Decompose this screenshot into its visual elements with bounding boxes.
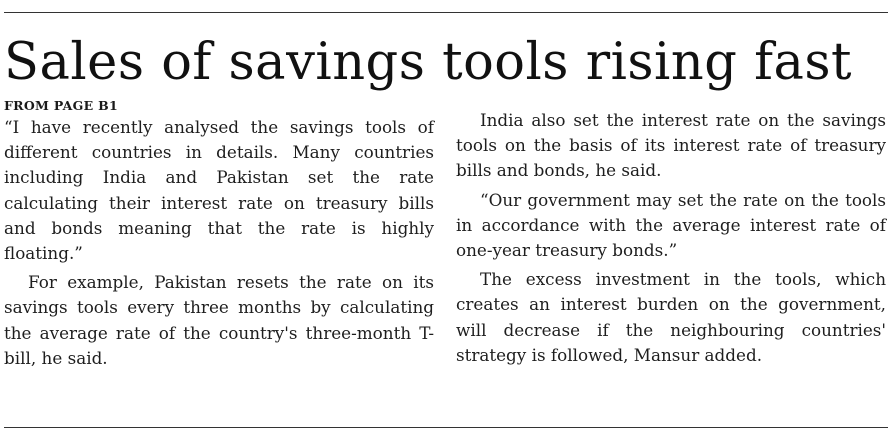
- article-paragraph: India also set the interest rate on the savings tools on the basis of its interest rate of treasury bills and bonds, he said.: [456, 110, 886, 181]
- article-headline: Sales of savings tools rising fast: [4, 33, 853, 92]
- bottom-rule: [4, 427, 888, 428]
- article-paragraph: “I have recently analysed the savings tools of different countries in details. Many countries including India and Pakistan set the rate calculating their interest rate on treasury bills and bonds meaning that the rate is highly floating.”: [4, 117, 434, 264]
- article-paragraph: The excess investment in the tools, which creates an interest burden on the government, will decrease if the neighbouring countries' strategy is followed, Mansur added.: [456, 269, 886, 365]
- article-column-left: [4, 98, 434, 371]
- article-paragraph: For example, Pakistan resets the rate on its savings tools every three months by calculating the average rate of the country's three-month T-bill, he said.: [4, 272, 434, 368]
- article-paragraph: “Our government may set the rate on the tools in accordance with the average interest rate of one-year treasury bonds.”: [456, 189, 886, 261]
- top-rule: [4, 12, 888, 13]
- article-column-right: [456, 108, 886, 368]
- continuation-kicker: FROM PAGE B1: [4, 98, 118, 113]
